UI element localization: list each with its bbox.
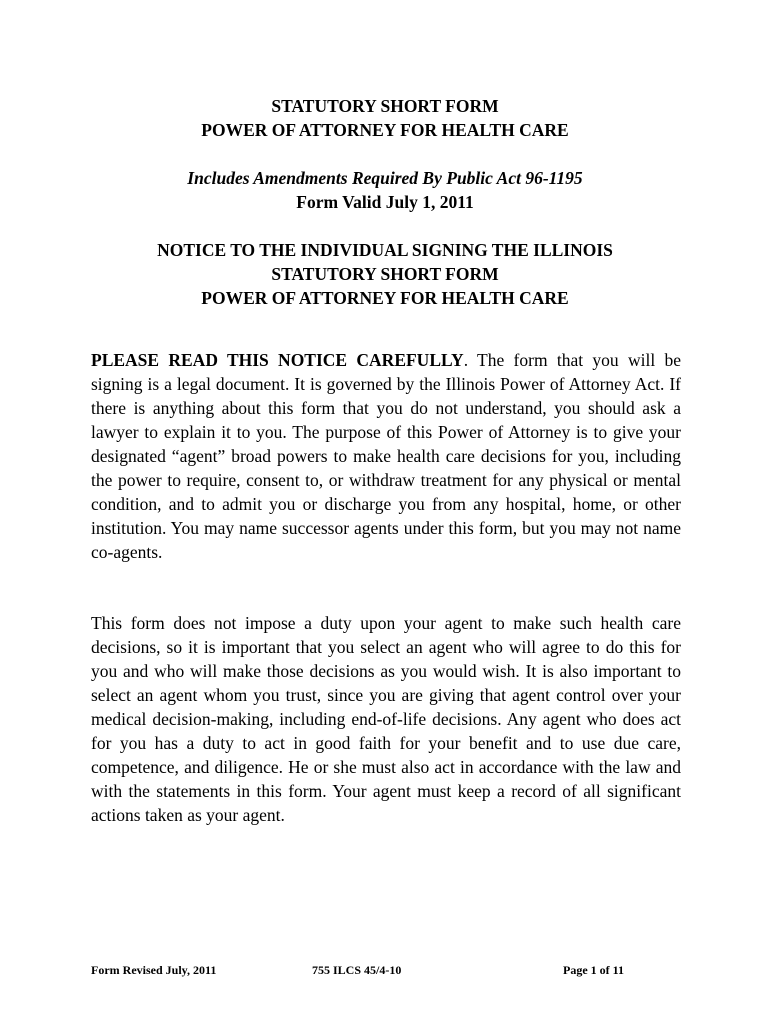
notice-paragraph-2: This form does not impose a duty upon your agent to make such health care decisions, so it is important that you select an agent who will agree to do this for you and who will make those decisions as you would wish. It is also important to select an agent whom you trust, since you are giving that agent control over your medical decision-making, including end-of-life decisions. Any agent who does act for you has a duty to act in good faith for your benefit and to use due care, competence, and diligence. He or she must also act in accordance with the law and with the statements in this form. Your agent must keep a record of all significant actions taken as your agent. bbox=[91, 613, 681, 825]
form-title-line1: STATUTORY SHORT FORM bbox=[271, 96, 499, 116]
notice-lead-text: PLEASE READ THIS NOTICE CAREFULLY bbox=[91, 350, 464, 370]
footer-citation: 755 ILCS 45/4-10 bbox=[312, 963, 402, 977]
notice-heading-line2: STATUTORY SHORT FORM bbox=[271, 264, 499, 284]
footer-page-number: Page 1 of 11 bbox=[563, 963, 624, 977]
notice-paragraph-1 bbox=[91, 348, 681, 564]
notice-paragraph-1-text: . The form that you will be signing is a legal document. It is governed by the Illinois Power of Attorney Act. If there is anything about this form that you do not understand, you should ask a lawyer to explain it to you. The purpose of this Power of Attorney is to give your designated “agent” broad powers to make health care decisions for you, including the power to require, consent to, or withdraw treatment for any physical or mental condition, and to admit you or discharge you from any hospital, home, or other institution. You may name successor agents under this form, but you may not name co-agents. bbox=[91, 350, 681, 562]
notice-heading-line3: POWER OF ATTORNEY FOR HEALTH CARE bbox=[201, 288, 569, 308]
footer-revised: Form Revised July, 2011 bbox=[91, 963, 217, 977]
notice-heading-line1: NOTICE TO THE INDIVIDUAL SIGNING THE ILLINOIS bbox=[157, 240, 613, 260]
amendments-note: Includes Amendments Required By Public Act 96-1195 bbox=[187, 168, 583, 188]
form-title-line2: POWER OF ATTORNEY FOR HEALTH CARE bbox=[201, 120, 569, 140]
valid-date: Form Valid July 1, 2011 bbox=[296, 192, 474, 212]
